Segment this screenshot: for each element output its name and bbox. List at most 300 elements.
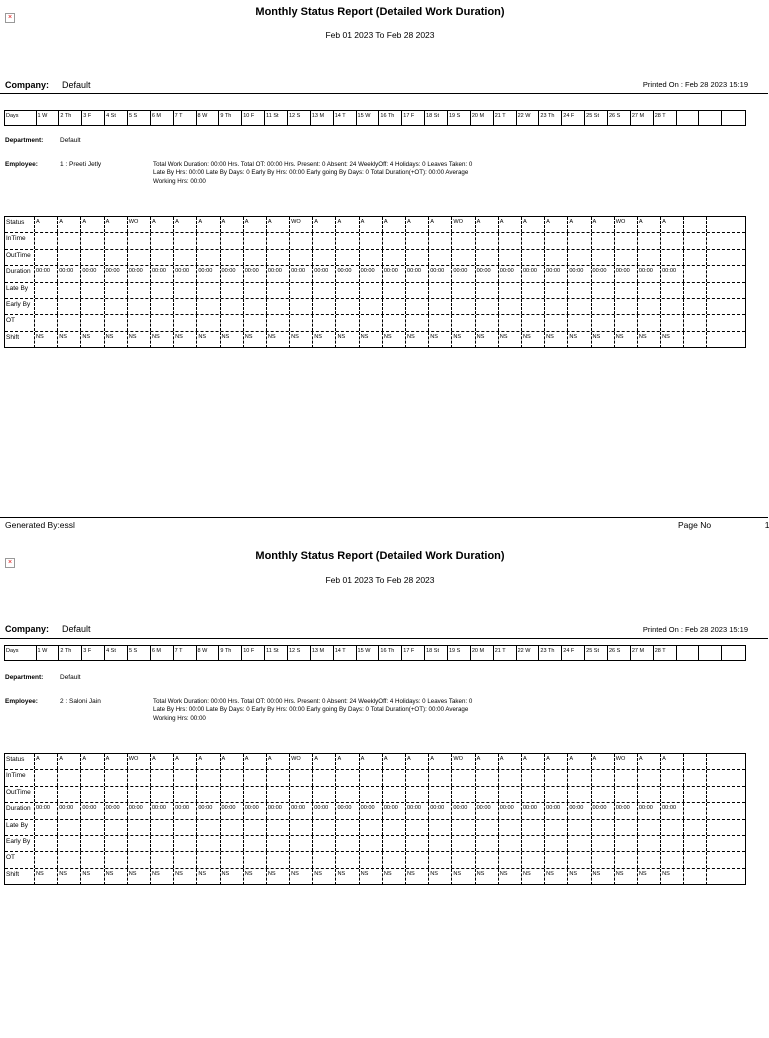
grid-cell <box>684 754 707 769</box>
grid-row <box>5 283 745 299</box>
grid-cell <box>221 820 244 835</box>
grid-cell: 00:00 <box>267 803 290 818</box>
grid-cell: 00:00 <box>638 266 661 281</box>
grid-cell <box>174 283 197 298</box>
grid-cell <box>244 299 267 314</box>
day-header-cell: 9 Th <box>219 646 242 660</box>
grid-cell <box>545 315 568 330</box>
grid-cell: 00:00 <box>615 803 638 818</box>
grid-cell: 00:00 <box>58 266 81 281</box>
grid-cell: A <box>267 217 290 232</box>
grid-cell <box>661 250 684 265</box>
printed-on: Printed On : Feb 28 2023 15:19 <box>642 625 748 634</box>
grid-cell: A <box>568 754 591 769</box>
summary-line: Late By Hrs: 00:00 Late By Days: 0 Early By Hrs: 00:00 Early going By Days: 0 Total Duration(+OT): 00:00 Average <box>153 169 469 177</box>
grid-cell <box>568 299 591 314</box>
grid-cell <box>522 233 545 248</box>
grid-cell <box>105 836 128 851</box>
grid-cell <box>476 233 499 248</box>
grid-cell: NS <box>360 332 383 348</box>
grid-cell <box>499 250 522 265</box>
page-no-label: Page No <box>678 520 712 530</box>
grid-cell: 00:00 <box>568 266 591 281</box>
grid-cell <box>58 233 81 248</box>
grid-cell: 00:00 <box>313 266 336 281</box>
grid-cell: WO <box>128 217 151 232</box>
grid-cell: NS <box>290 869 313 885</box>
grid-cell <box>684 820 707 835</box>
grid-cell <box>568 315 591 330</box>
grid-cell <box>499 852 522 867</box>
grid-cell <box>290 299 313 314</box>
grid-cell: 00:00 <box>476 266 499 281</box>
grid-cell <box>197 770 220 785</box>
grid-cell <box>128 283 151 298</box>
grid-cell: A <box>360 754 383 769</box>
grid-cell: NS <box>452 869 475 885</box>
grid-cell: NS <box>476 332 499 348</box>
grid-cell: A <box>58 217 81 232</box>
grid-cell <box>707 283 730 298</box>
grid-cell: 00:00 <box>638 803 661 818</box>
grid-cell <box>615 820 638 835</box>
grid-cell: NS <box>197 332 220 348</box>
grid-cell: 00:00 <box>522 266 545 281</box>
grid-cell: A <box>429 217 452 232</box>
company-value: Default <box>62 624 91 634</box>
grid-cell <box>313 770 336 785</box>
grid-cell <box>58 283 81 298</box>
employee-label: Employee: <box>5 698 38 705</box>
grid-cell <box>244 315 267 330</box>
grid-cell <box>592 299 615 314</box>
grid-cell <box>360 283 383 298</box>
attendance-grid <box>4 753 746 885</box>
grid-cell <box>545 233 568 248</box>
grid-cell: A <box>197 217 220 232</box>
day-header-cell: 21 T <box>494 646 517 660</box>
grid-cell <box>290 315 313 330</box>
grid-cell <box>81 787 104 802</box>
grid-cell <box>707 266 730 281</box>
grid-cell: 00:00 <box>545 803 568 818</box>
grid-cell: A <box>174 217 197 232</box>
grid-cell <box>707 332 730 348</box>
grid-cell <box>221 315 244 330</box>
grid-cell <box>406 852 429 867</box>
grid-cell: 00:00 <box>105 803 128 818</box>
grid-cell: NS <box>568 332 591 348</box>
grid-cell <box>383 787 406 802</box>
grid-cell <box>383 836 406 851</box>
grid-cell <box>545 770 568 785</box>
grid-cell <box>429 233 452 248</box>
grid-cell <box>452 787 475 802</box>
grid-cell: 00:00 <box>452 266 475 281</box>
grid-cell <box>615 852 638 867</box>
grid-cell: NS <box>197 869 220 885</box>
grid-cell: A <box>267 754 290 769</box>
grid-cell: NS <box>267 332 290 348</box>
grid-cell: 00:00 <box>406 803 429 818</box>
grid-cell: 00:00 <box>197 266 220 281</box>
grid-cell: 00:00 <box>58 803 81 818</box>
grid-cell: NS <box>383 332 406 348</box>
grid-cell <box>452 315 475 330</box>
grid-cell <box>360 836 383 851</box>
day-header-cell: 9 Th <box>219 111 242 125</box>
grid-cell: A <box>661 217 684 232</box>
page-number <box>678 520 769 530</box>
day-header-cell: 24 F <box>562 111 585 125</box>
report-page-2 <box>0 538 768 1038</box>
grid-cell <box>638 299 661 314</box>
day-header-cell: 19 S <box>448 646 471 660</box>
row-label: Shift <box>5 869 35 885</box>
grid-cell <box>684 266 707 281</box>
grid-cell <box>568 233 591 248</box>
grid-cell: WO <box>615 217 638 232</box>
grid-row <box>5 250 745 266</box>
row-label: Status <box>5 754 35 769</box>
grid-cell: A <box>336 754 359 769</box>
grid-cell <box>661 315 684 330</box>
grid-cell <box>684 770 707 785</box>
grid-cell: 00:00 <box>336 803 359 818</box>
grid-cell <box>81 299 104 314</box>
grid-cell <box>174 233 197 248</box>
grid-cell <box>522 299 545 314</box>
grid-cell: 00:00 <box>174 266 197 281</box>
grid-cell <box>383 250 406 265</box>
department-label: Department: <box>5 674 44 681</box>
grid-cell: NS <box>244 869 267 885</box>
grid-cell: A <box>522 754 545 769</box>
grid-cell <box>151 820 174 835</box>
day-header-cell: 25 St <box>585 646 608 660</box>
day-header-cell: 3 F <box>82 111 105 125</box>
grid-cell <box>174 820 197 835</box>
grid-cell <box>638 250 661 265</box>
grid-cell: NS <box>174 332 197 348</box>
day-header-cell: 1 W <box>37 111 60 125</box>
grid-cell <box>197 315 220 330</box>
grid-cell: NS <box>360 869 383 885</box>
grid-cell: NS <box>336 332 359 348</box>
grid-cell <box>58 299 81 314</box>
grid-cell <box>244 250 267 265</box>
grid-cell <box>197 852 220 867</box>
grid-cell <box>638 770 661 785</box>
grid-cell: NS <box>105 332 128 348</box>
grid-cell <box>638 283 661 298</box>
grid-cell: NS <box>406 332 429 348</box>
grid-cell <box>336 315 359 330</box>
summary-line: Working Hrs: 00:00 <box>153 177 206 185</box>
day-header-cell: 24 F <box>562 646 585 660</box>
grid-cell <box>568 852 591 867</box>
grid-cell: 00:00 <box>592 266 615 281</box>
grid-cell: 00:00 <box>499 266 522 281</box>
grid-cell <box>429 315 452 330</box>
grid-cell <box>174 250 197 265</box>
grid-row <box>5 803 745 819</box>
grid-cell: NS <box>313 869 336 885</box>
day-header-cell: 17 F <box>402 646 425 660</box>
grid-cell: NS <box>615 869 638 885</box>
grid-row <box>5 217 745 233</box>
grid-cell <box>313 250 336 265</box>
grid-cell: NS <box>522 332 545 348</box>
row-label: Late By <box>5 820 35 835</box>
grid-cell <box>267 250 290 265</box>
grid-cell: NS <box>58 332 81 348</box>
grid-cell: NS <box>545 332 568 348</box>
grid-cell <box>336 787 359 802</box>
day-header-cell: 8 W <box>197 646 220 660</box>
grid-cell <box>221 787 244 802</box>
grid-cell <box>244 787 267 802</box>
row-label: Shift <box>5 332 35 348</box>
grid-cell <box>290 283 313 298</box>
grid-cell: NS <box>244 332 267 348</box>
grid-cell <box>267 787 290 802</box>
row-label: InTime <box>5 233 35 248</box>
grid-cell: A <box>105 217 128 232</box>
grid-cell: A <box>244 754 267 769</box>
grid-cell <box>661 283 684 298</box>
day-header-cell: 3 F <box>82 646 105 660</box>
grid-cell <box>707 869 730 885</box>
grid-cell: WO <box>290 217 313 232</box>
grid-cell <box>360 820 383 835</box>
grid-cell <box>128 852 151 867</box>
grid-cell <box>360 315 383 330</box>
grid-cell <box>499 315 522 330</box>
row-label: InTime <box>5 770 35 785</box>
day-header-cell: 13 M <box>311 111 334 125</box>
grid-cell <box>476 820 499 835</box>
grid-cell <box>58 836 81 851</box>
grid-cell <box>545 836 568 851</box>
grid-cell <box>568 283 591 298</box>
grid-cell <box>568 770 591 785</box>
grid-cell <box>221 852 244 867</box>
grid-cell <box>638 820 661 835</box>
day-header-cell: 23 Th <box>539 111 562 125</box>
grid-cell <box>429 820 452 835</box>
grid-cell <box>151 299 174 314</box>
employee-name: 1 : Preeti Jetly <box>60 161 102 168</box>
grid-cell: A <box>476 754 499 769</box>
row-label: Early By <box>5 836 35 851</box>
grid-cell: 00:00 <box>221 803 244 818</box>
grid-cell <box>661 770 684 785</box>
grid-cell <box>383 283 406 298</box>
grid-cell <box>313 820 336 835</box>
grid-cell: A <box>35 754 58 769</box>
grid-cell <box>452 299 475 314</box>
grid-cell <box>406 820 429 835</box>
grid-cell: 00:00 <box>360 803 383 818</box>
grid-cell <box>360 299 383 314</box>
grid-cell <box>406 315 429 330</box>
day-header-cell: 26 S <box>608 646 631 660</box>
grid-cell <box>615 315 638 330</box>
grid-cell: NS <box>221 332 244 348</box>
grid-cell <box>592 787 615 802</box>
grid-cell <box>151 283 174 298</box>
grid-row <box>5 869 745 885</box>
grid-cell: 00:00 <box>244 803 267 818</box>
grid-cell <box>151 852 174 867</box>
grid-cell <box>290 820 313 835</box>
grid-cell <box>197 233 220 248</box>
grid-cell <box>81 852 104 867</box>
grid-cell: NS <box>151 332 174 348</box>
day-header-cell: 18 St <box>425 646 448 660</box>
grid-cell: 00:00 <box>174 803 197 818</box>
grid-cell <box>105 820 128 835</box>
grid-cell: 00:00 <box>313 803 336 818</box>
printed-on: Printed On : Feb 28 2023 15:19 <box>642 80 748 89</box>
grid-cell <box>313 852 336 867</box>
day-header-cell: 5 S <box>128 646 151 660</box>
summary-line: Total Work Duration: 00:00 Hrs. Total OT: 00:00 Hrs. Present: 0 Absent: 24 WeeklyOff: 4 Holidays: 0 Leaves Taken: 0 <box>153 698 473 705</box>
grid-cell <box>707 233 730 248</box>
grid-cell <box>499 836 522 851</box>
generated-by: Generated By:essl <box>5 520 75 530</box>
grid-cell <box>522 283 545 298</box>
grid-cell <box>452 233 475 248</box>
day-header-cell: 6 M <box>151 646 174 660</box>
grid-cell <box>406 299 429 314</box>
grid-cell <box>684 803 707 818</box>
grid-cell: WO <box>452 217 475 232</box>
grid-cell <box>197 283 220 298</box>
grid-row <box>5 315 745 331</box>
grid-cell: 00:00 <box>545 266 568 281</box>
grid-cell <box>151 787 174 802</box>
grid-cell <box>151 770 174 785</box>
day-header-cell <box>722 646 745 660</box>
grid-cell: NS <box>383 869 406 885</box>
grid-cell <box>290 852 313 867</box>
grid-cell <box>592 820 615 835</box>
grid-cell <box>128 787 151 802</box>
grid-cell: NS <box>313 332 336 348</box>
grid-cell <box>615 283 638 298</box>
grid-cell <box>35 787 58 802</box>
grid-cell: NS <box>128 869 151 885</box>
grid-cell <box>197 787 220 802</box>
grid-cell <box>476 770 499 785</box>
broken-image-icon: × <box>5 558 15 568</box>
grid-cell <box>197 836 220 851</box>
grid-cell <box>267 836 290 851</box>
grid-cell: A <box>383 217 406 232</box>
grid-cell: NS <box>568 869 591 885</box>
day-header-cell: 15 W <box>357 111 380 125</box>
grid-cell: A <box>35 217 58 232</box>
grid-cell <box>592 852 615 867</box>
grid-cell <box>545 852 568 867</box>
grid-row <box>5 770 745 786</box>
grid-cell <box>592 250 615 265</box>
grid-cell <box>128 250 151 265</box>
grid-cell: 00:00 <box>290 803 313 818</box>
grid-cell <box>476 852 499 867</box>
grid-cell: 00:00 <box>360 266 383 281</box>
grid-cell: A <box>221 754 244 769</box>
grid-cell: NS <box>638 332 661 348</box>
grid-cell: 00:00 <box>522 803 545 818</box>
grid-cell <box>707 803 730 818</box>
employee-label: Employee: <box>5 161 38 168</box>
grid-cell: A <box>174 754 197 769</box>
grid-cell: 00:00 <box>267 266 290 281</box>
day-header-cell: 16 Th <box>379 111 402 125</box>
grid-cell <box>197 299 220 314</box>
grid-cell <box>151 250 174 265</box>
department-label: Department: <box>5 137 44 144</box>
grid-cell <box>221 250 244 265</box>
day-header-cell: 23 Th <box>539 646 562 660</box>
grid-cell: NS <box>267 869 290 885</box>
row-label: OT <box>5 315 35 330</box>
grid-cell <box>661 299 684 314</box>
grid-cell: NS <box>35 869 58 885</box>
grid-cell <box>58 250 81 265</box>
grid-row <box>5 754 745 770</box>
grid-cell <box>499 283 522 298</box>
grid-cell <box>499 820 522 835</box>
grid-cell: 00:00 <box>661 266 684 281</box>
grid-cell: NS <box>661 869 684 885</box>
grid-cell <box>383 299 406 314</box>
grid-cell <box>522 315 545 330</box>
grid-cell <box>35 233 58 248</box>
grid-cell <box>429 250 452 265</box>
grid-cell <box>452 250 475 265</box>
grid-cell: 00:00 <box>476 803 499 818</box>
day-header-cell: 18 St <box>425 111 448 125</box>
grid-cell <box>707 754 730 769</box>
grid-cell: 00:00 <box>661 803 684 818</box>
grid-cell: WO <box>128 754 151 769</box>
grid-cell <box>429 770 452 785</box>
grid-cell <box>105 233 128 248</box>
department-value: Default <box>60 137 81 144</box>
grid-cell: A <box>221 217 244 232</box>
grid-cell <box>151 836 174 851</box>
grid-cell: A <box>406 217 429 232</box>
grid-cell: A <box>429 754 452 769</box>
grid-cell: A <box>105 754 128 769</box>
grid-cell: NS <box>545 869 568 885</box>
grid-cell <box>105 770 128 785</box>
grid-cell <box>128 315 151 330</box>
grid-cell <box>684 299 707 314</box>
grid-cell <box>244 852 267 867</box>
grid-cell <box>545 299 568 314</box>
grid-cell <box>290 836 313 851</box>
day-header-cell <box>677 646 700 660</box>
grid-cell: NS <box>35 332 58 348</box>
grid-cell <box>336 820 359 835</box>
grid-cell <box>128 233 151 248</box>
day-header-cell: 7 T <box>174 111 197 125</box>
